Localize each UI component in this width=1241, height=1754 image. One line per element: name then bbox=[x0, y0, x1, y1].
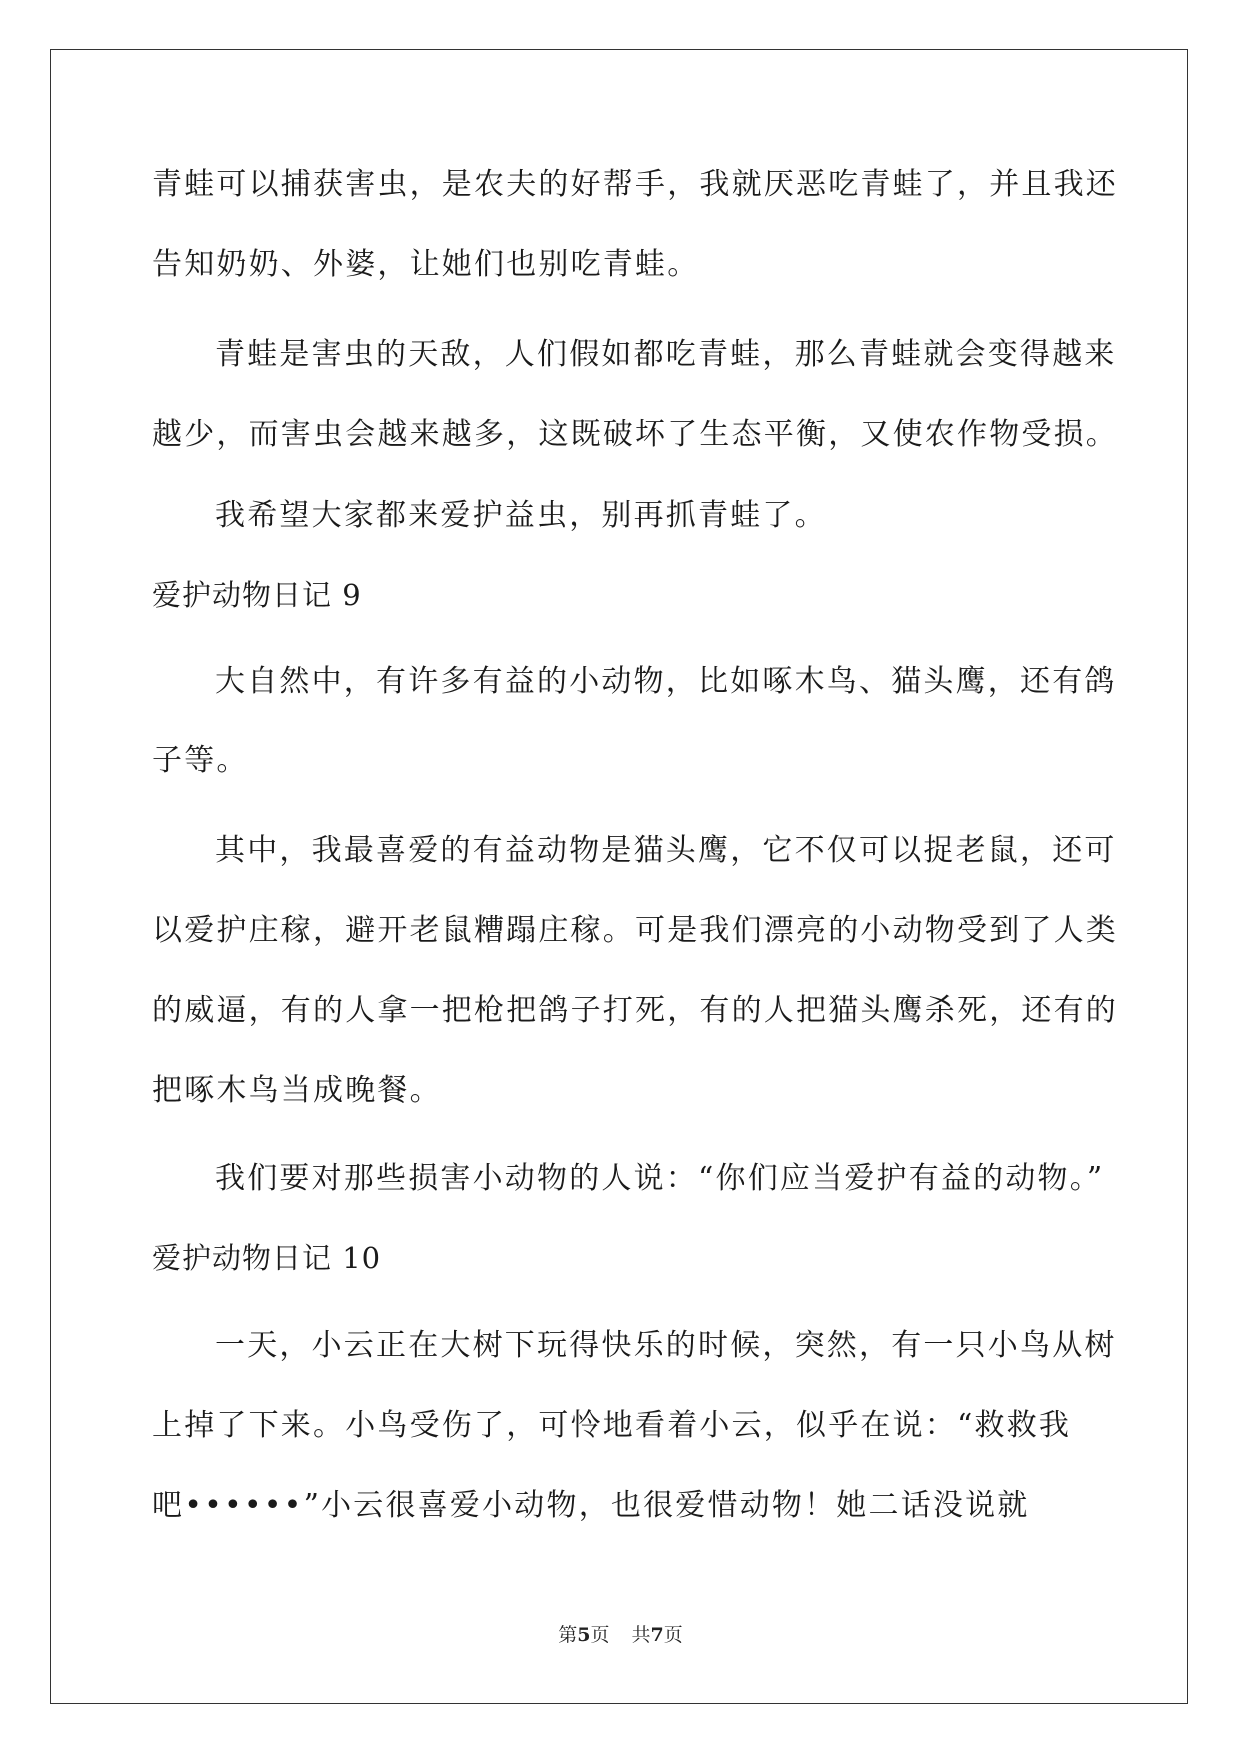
text-line: 上掉了下来。小鸟受伤了，可怜地看着小云，似乎在说：“救救我 bbox=[152, 1408, 1072, 1443]
page-prefix: 第 bbox=[558, 1624, 578, 1646]
text-line: 的威逼，有的人拿一把枪把鸽子打死，有的人把猫头鹰杀死，还有的 bbox=[152, 993, 1118, 1028]
total-suffix: 页 bbox=[663, 1624, 683, 1646]
page-footer bbox=[0, 1620, 1241, 1647]
page-total: 7 bbox=[650, 1624, 664, 1646]
text-line: 以爱护庄稼，避开老鼠糟蹋庄稼。可是我们漂亮的小动物受到了人类 bbox=[152, 913, 1118, 948]
text-line: 告知奶奶、外婆，让她们也别吃青蛙。 bbox=[152, 247, 700, 282]
text-line: 子等。 bbox=[152, 743, 249, 778]
text-line: 大自然中，有许多有益的小动物，比如啄木鸟、猫头鹰，还有鸽 bbox=[215, 664, 1117, 699]
text-line: 越少，而害虫会越来越多，这既破坏了生态平衡，又使农作物受损。 bbox=[152, 417, 1118, 452]
text-line: 青蛙可以捕获害虫，是农夫的好帮手，我就厌恶吃青蛙了，并且我还 bbox=[152, 167, 1118, 202]
text-line: 青蛙是害虫的天敌，人们假如都吃青蛙，那么青蛙就会变得越来 bbox=[215, 337, 1117, 372]
section-heading: 爱护动物日记 10 bbox=[152, 1241, 382, 1275]
text-line: 我们要对那些损害小动物的人说：“你们应当爱护有益的动物。” bbox=[215, 1161, 1105, 1196]
page-current: 5 bbox=[577, 1624, 591, 1646]
total-prefix: 共 bbox=[631, 1624, 651, 1646]
text-line: 把啄木鸟当成晚餐。 bbox=[152, 1073, 442, 1108]
text-line: 其中，我最喜爱的有益动物是猫头鹰，它不仅可以捉老鼠，还可 bbox=[215, 833, 1117, 868]
text-line: 一天，小云正在大树下玩得快乐的时候，突然，有一只小鸟从树 bbox=[215, 1328, 1117, 1363]
section-heading: 爱护动物日记 9 bbox=[152, 578, 362, 612]
page-border bbox=[50, 49, 1188, 1704]
page-suffix: 页 bbox=[590, 1624, 610, 1646]
text-line: 吧••••••”小云很喜爱小动物，也很爱惜动物！她二话没说就 bbox=[152, 1488, 1030, 1523]
text-line: 我希望大家都来爱护益虫，别再抓青蛙了。 bbox=[215, 498, 827, 533]
